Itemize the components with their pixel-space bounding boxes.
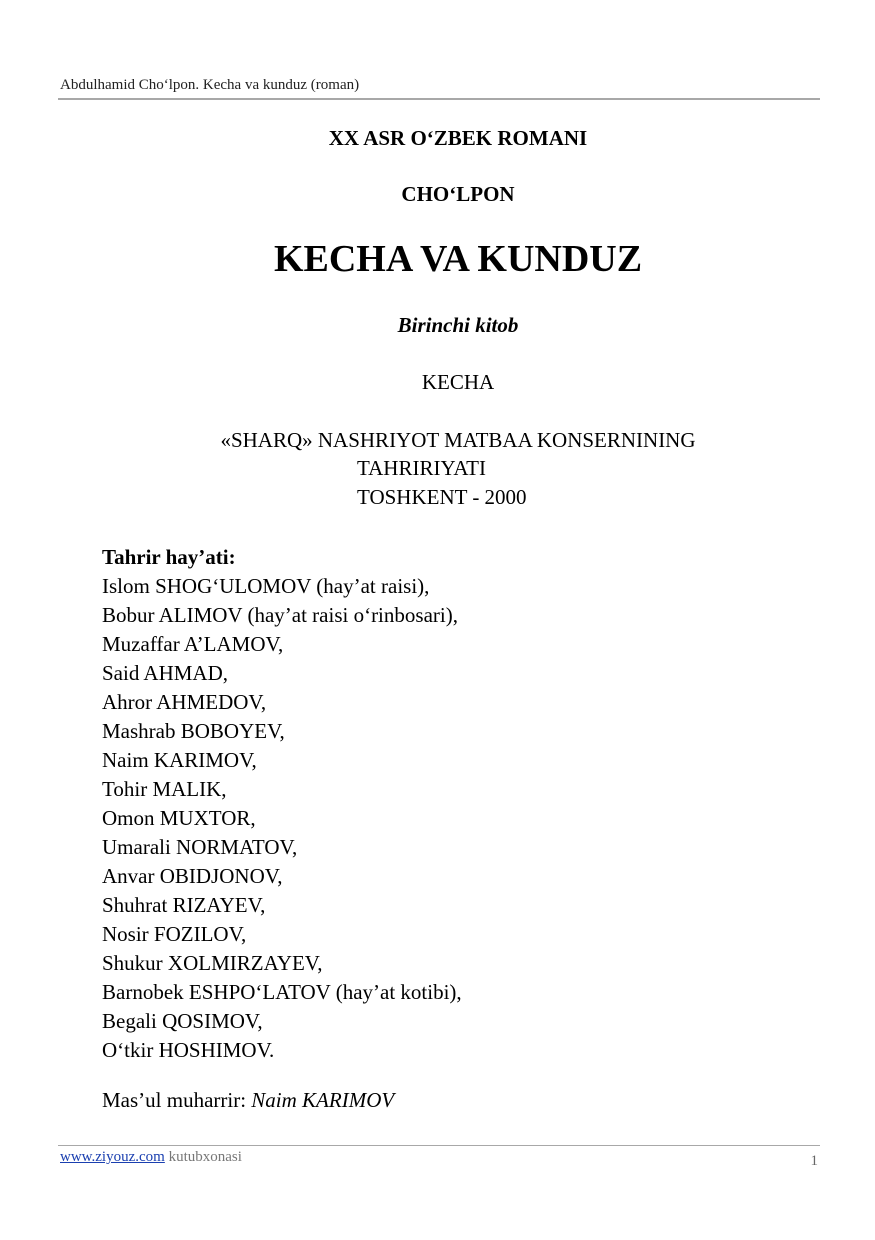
responsible-editor-label: Mas’ul muharrir: — [102, 1088, 247, 1112]
board-member: Tohir MALIK, — [102, 777, 227, 801]
footer-source — [60, 1148, 242, 1166]
board-member: Shukur XOLMIRZAYEV, — [102, 951, 323, 975]
book-part: KECHA — [421, 370, 495, 394]
responsible-editor — [102, 1087, 394, 1113]
author-name: CHO‘LPON — [401, 182, 515, 206]
board-member: Said AHMAD, — [102, 661, 229, 685]
footer-suffix: kutubxonasi — [168, 1149, 242, 1165]
board-member: Barnobek ESHPO‘LATOV (hay’at kotibi), — [102, 980, 462, 1004]
board-member: Begali QOSIMOV, — [102, 1009, 263, 1033]
header-rule — [58, 98, 820, 100]
board-member: Anvar OBIDJONOV, — [102, 864, 283, 888]
book-title: KECHA VA KUNDUZ — [273, 238, 643, 280]
board-member: Bobur ALIMOV (hay’at raisi o‘rinbosari), — [102, 603, 458, 627]
board-member: Ahror AHMEDOV, — [102, 690, 267, 714]
editorial-board — [102, 543, 462, 1065]
board-member: Umarali NORMATOV, — [102, 835, 298, 859]
board-member: Naim KARIMOV, — [102, 748, 257, 772]
publisher-line-3: TOSHKENT - 2000 — [357, 485, 527, 509]
editorial-board-heading: Tahrir hay’ati: — [102, 545, 236, 569]
publisher-line-2: TAHRIRIYATI — [357, 456, 486, 480]
responsible-editor-name: Naim KARIMOV — [251, 1088, 395, 1112]
ziyouz-link[interactable]: www.ziyouz.com — [60, 1149, 165, 1165]
series-title: XX ASR O‘ZBEK ROMANI — [328, 126, 588, 150]
page-number: 1 — [810, 1153, 818, 1169]
board-member: Omon MUXTOR, — [102, 806, 256, 830]
editorial-board-list — [102, 572, 462, 1065]
footer-rule — [58, 1145, 820, 1146]
board-member: Shuhrat RIZAYEV, — [102, 893, 266, 917]
board-member: Mashrab BOBOYEV, — [102, 719, 285, 743]
running-header: Abdulhamid Cho‘lpon. Kecha va kunduz (roman) — [60, 77, 360, 93]
board-member: Muzaffar A’LAMOV, — [102, 632, 284, 656]
board-member: Nosir FOZILOV, — [102, 922, 247, 946]
publisher-line-1: «SHARQ» NASHRIYOT MATBAA KONSERNINING — [220, 428, 696, 452]
board-member: O‘tkir HOSHIMOV. — [102, 1038, 275, 1062]
board-member: Islom SHOG‘ULOMOV (hay’at raisi), — [102, 574, 430, 598]
book-volume: Birinchi kitob — [397, 313, 519, 337]
